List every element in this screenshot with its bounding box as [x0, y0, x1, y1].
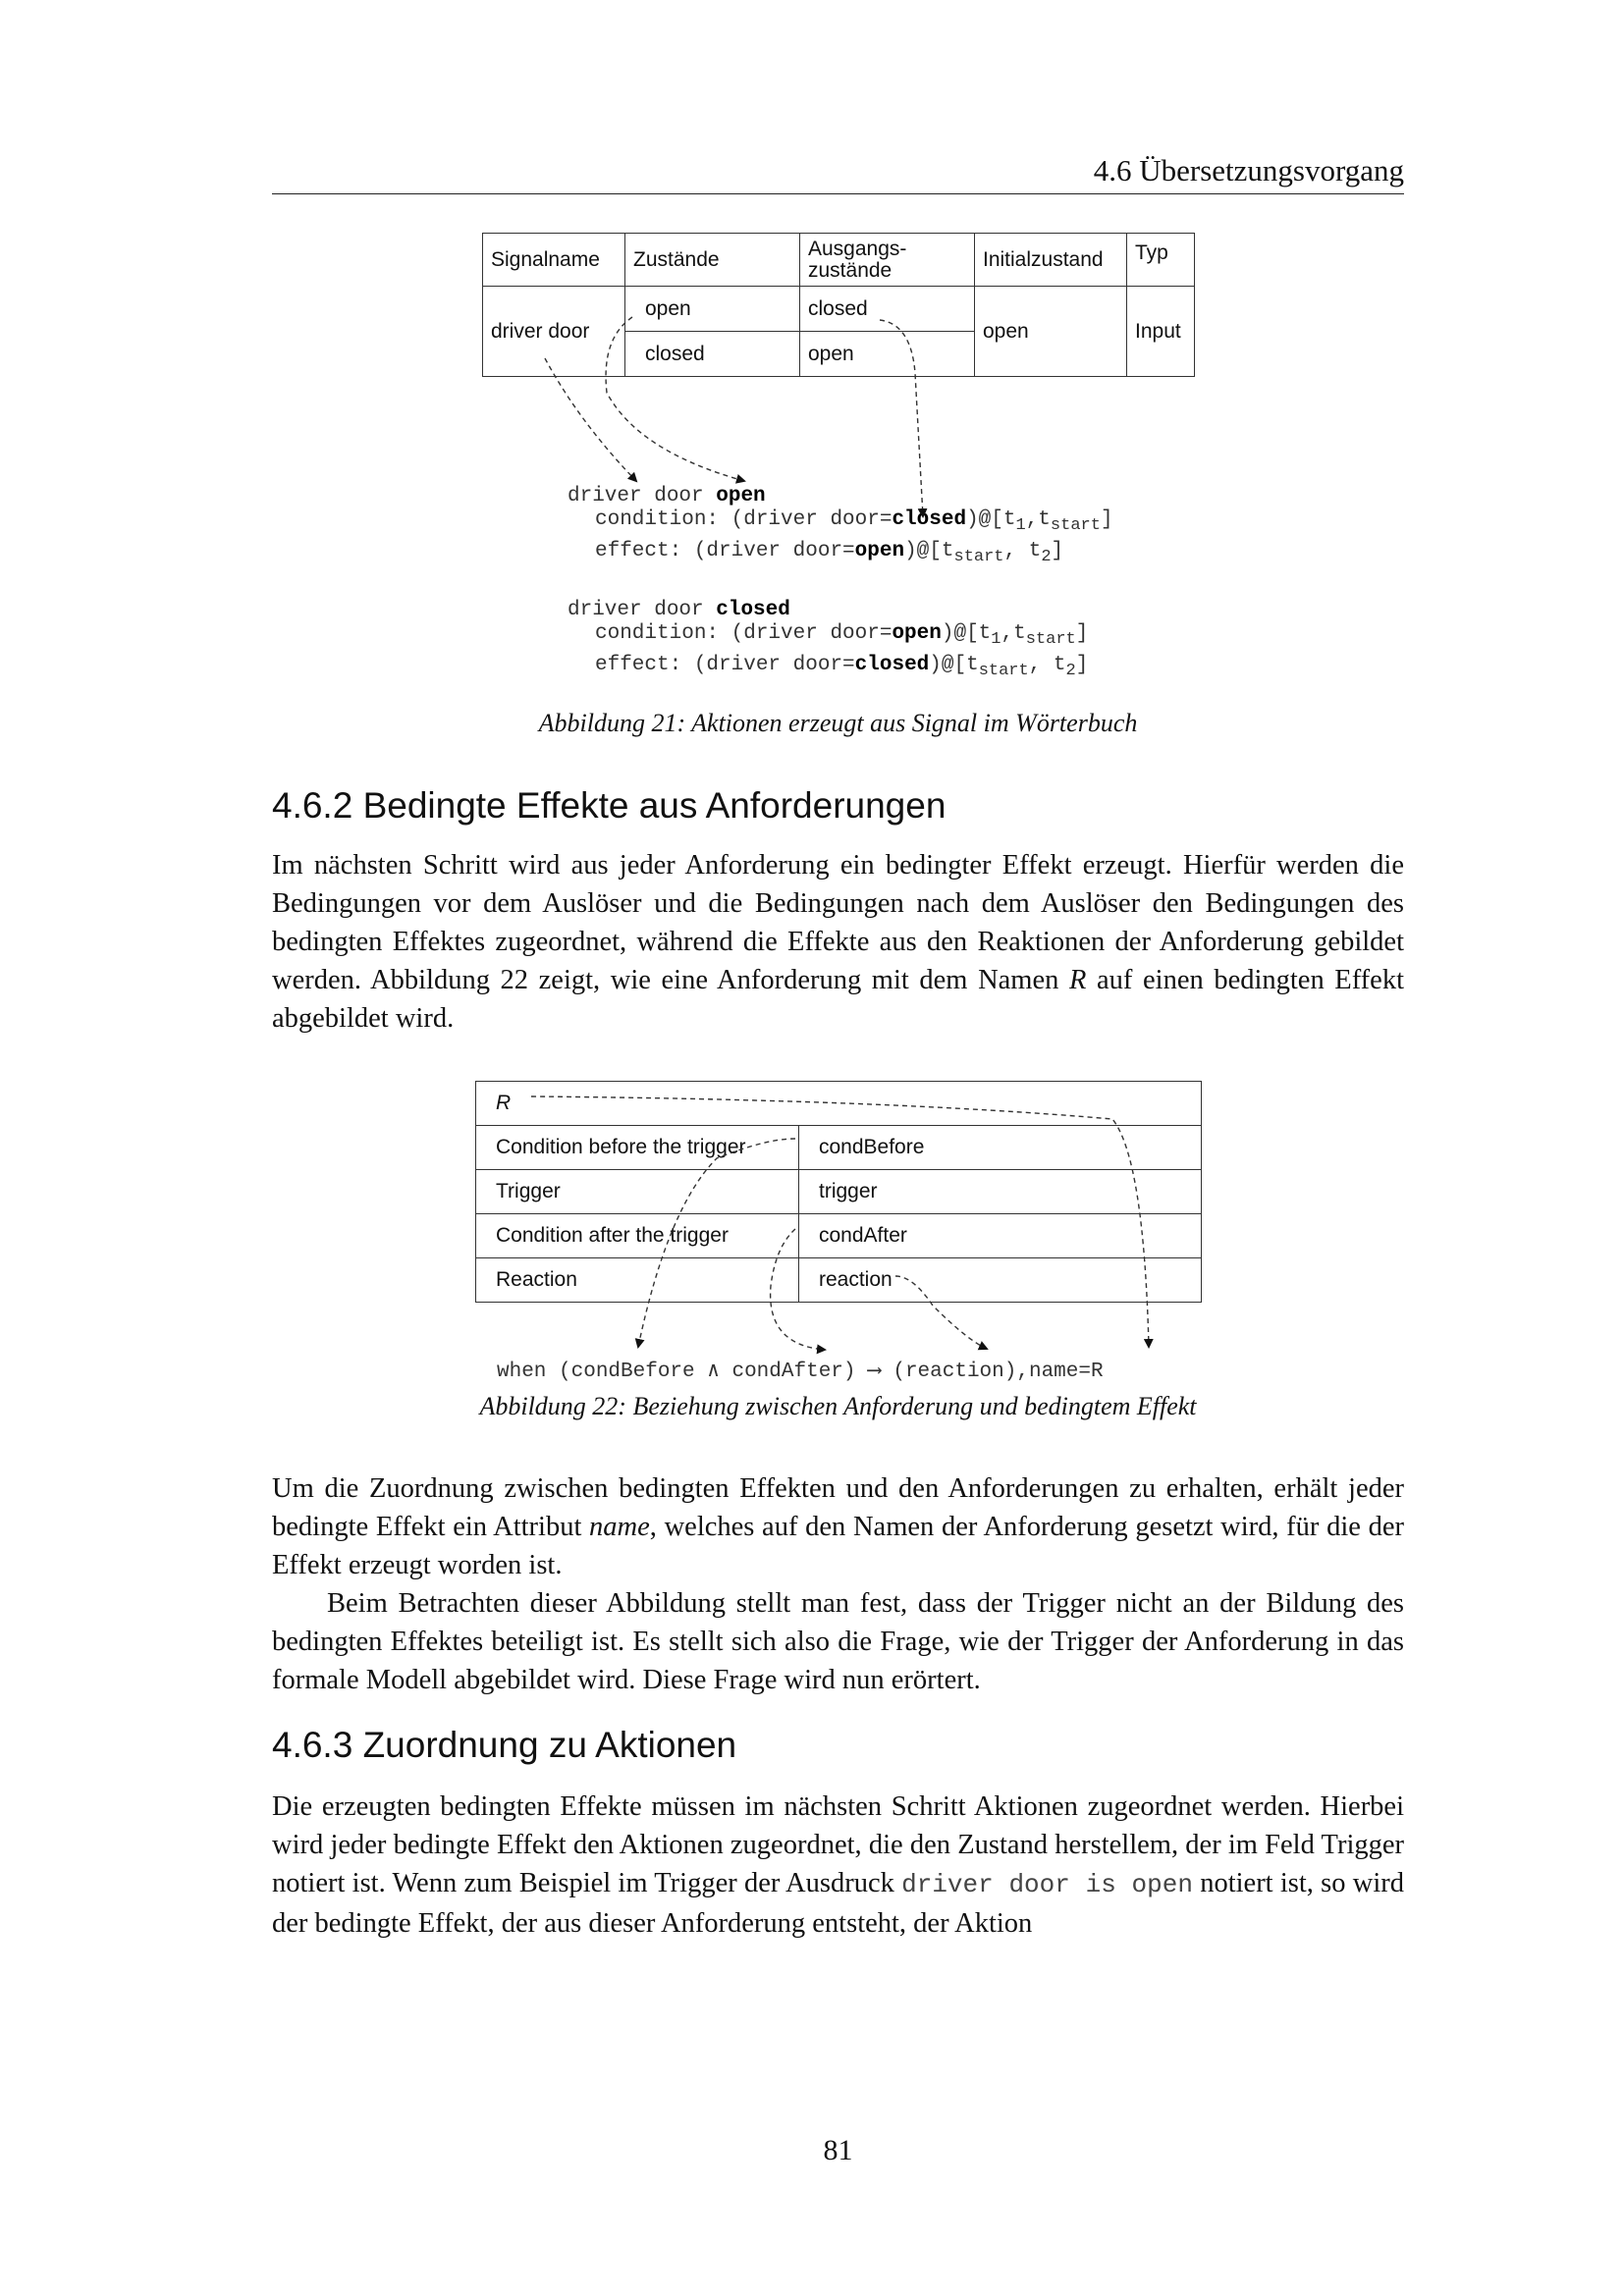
cell-signal: driver door	[483, 287, 625, 377]
cell-initial: open	[975, 287, 1127, 377]
figure-21-caption: Abbildung 21: Aktionen erzeugt aus Signal im Wörterbuch	[538, 709, 1138, 737]
figure-22-caption: Abbildung 22: Beziehung zwischen Anforderung und bedingtem Effekt	[479, 1392, 1197, 1420]
header-signalname: Signalname	[483, 234, 625, 287]
paragraph-2: Um die Zuordnung zwischen bedingten Effekten und den Anforderungen zu erhalten, erhält jeder bedingte Effekt ein Attribut name, welches auf den Namen der Anforderung gesetzt wird, für die der Effekt erzeugt worden ist.	[272, 1473, 1404, 1580]
header-initialzustand: Initialzustand	[975, 234, 1127, 287]
page-number: 81	[823, 2134, 853, 2166]
cell-source-closed: closed	[800, 287, 975, 332]
header-ausgangszustaende: Ausgangs- zustände	[800, 234, 975, 287]
paragraph-4: Die erzeugten bedingten Effekte müssen im nächsten Schritt Aktionen zugeordnet werden. Hierbei wird jeder bedingte Effekt den Aktionen zugeordnet, die den Zustand herstellem, der im Feld Trigger notiert ist. Wenn zum Beispiel im Trigger der Ausdruck driver door is open notiert ist, so wird der bedingte Effekt, der aus dieser Anforderung entsteht, der Aktion	[272, 1791, 1404, 1939]
row-value: condAfter	[799, 1214, 1202, 1258]
signal-table	[482, 233, 1195, 377]
row-value: condBefore	[799, 1126, 1202, 1170]
cell-source-open: open	[800, 332, 975, 377]
header-rule	[272, 193, 1404, 194]
row-label: Condition before the trigger	[476, 1126, 799, 1170]
paragraph-3: Beim Betrachten dieser Abbildung stellt man fest, dass der Trigger nicht an der Bildung des bedingten Effektes beteiligt ist. Es stellt sich also die Frage, wie der Trigger der Anforderung in das formale Modell abgebildet wird. Diese Frage wird nun erörtert.	[272, 1588, 1404, 1695]
actions-code	[568, 485, 1113, 681]
row-value: reaction	[799, 1258, 1202, 1303]
section-heading-463: 4.6.3 Zuordnung zu Aktionen	[272, 1725, 737, 1765]
requirement-row	[476, 1258, 1202, 1303]
signal-table-row	[483, 287, 1195, 332]
row-label: Reaction	[476, 1258, 799, 1303]
requirement-row	[476, 1170, 1202, 1214]
requirement-name-row	[476, 1082, 1202, 1126]
action-open-title: driver door open	[568, 485, 766, 507]
header-typ: Typ	[1127, 234, 1195, 287]
action-closed-effect: effect: (driver $door=closed)@[t_{start}$, $t_2$]	[595, 654, 1089, 681]
requirement-row	[476, 1126, 1202, 1170]
conditional-effect-formula: when (condBefore ∧ condAfter) ⟶ (reaction),name=R	[497, 1361, 1104, 1383]
requirement-row	[476, 1214, 1202, 1258]
row-label: Trigger	[476, 1170, 799, 1214]
row-label: Condition after the trigger	[476, 1214, 799, 1258]
running-header: 4.6 Übersetzungsvorgang	[1093, 153, 1404, 187]
action-open-effect: effect: (driver $door=open)@[t_{start}$, $t_2$]	[595, 540, 1064, 567]
action-closed-title: driver door closed	[568, 599, 790, 621]
requirement-name: R	[476, 1082, 1202, 1126]
header-zustaende: Zustände	[625, 234, 800, 287]
inline-code: driver door is open	[901, 1870, 1193, 1899]
action-closed-condition: condition: (driver $door=open)@[t_1,t_{start}]$	[595, 622, 1089, 650]
signal-table-header-row	[483, 234, 1195, 287]
cell-state-open: open	[625, 287, 800, 332]
section-heading-462: 4.6.2 Bedingte Effekte aus Anforderungen	[272, 785, 947, 826]
action-open-condition: condition: (driver $door=closed)@[t_1,t_{start}]$	[595, 508, 1113, 536]
cell-type: Input	[1127, 287, 1195, 377]
cell-state-closed: closed	[625, 332, 800, 377]
requirement-table	[475, 1081, 1202, 1303]
paragraph-1: Im nächsten Schritt wird aus jeder Anforderung ein bedingter Effekt erzeugt. Hierfür werden die Bedingungen vor dem Auslöser und die Bedingungen nach dem Auslöser den Bedingungen des bedingten Effektes zugeordnet, während die Effekte aus den Reaktionen der Anforderung gebildet werden. Abbildung 22 zeigt, wie eine Anforderung mit dem Namen R auf einen bedingten Effekt abgebildet wird.	[272, 850, 1404, 1034]
row-value: trigger	[799, 1170, 1202, 1214]
